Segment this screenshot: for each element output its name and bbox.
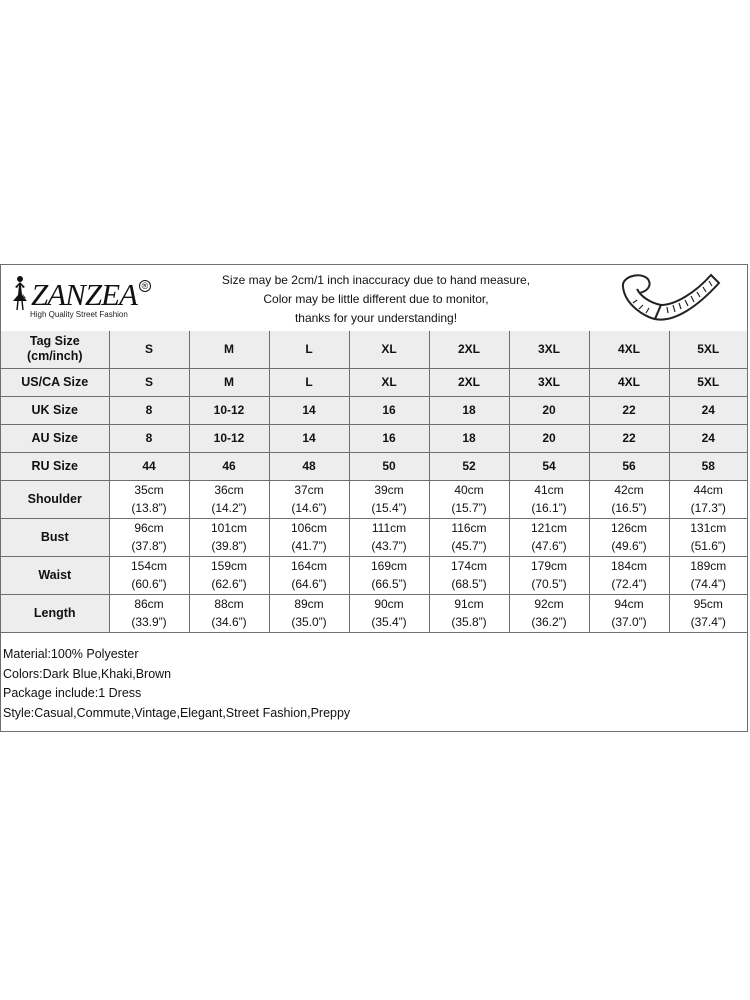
cm-value: 89cm — [294, 597, 324, 611]
brand-tagline: High Quality Street Fashion — [30, 310, 128, 319]
inch-value: (36.2”) — [531, 615, 567, 629]
inch-value: (39.8”) — [211, 539, 247, 553]
cm-value: 39cm — [374, 483, 404, 497]
cm-value: 86cm — [134, 597, 164, 611]
cm-value: 116cm — [451, 521, 487, 535]
inch-value: (70.5”) — [531, 577, 567, 591]
material-text: Material:100% Polyester — [3, 647, 139, 661]
cm-value: 189cm — [690, 559, 727, 573]
table-cell: 50 — [349, 452, 429, 480]
colors-text: Colors:Dark Blue,Khaki,Brown — [3, 666, 172, 681]
inch-value: (13.8”) — [131, 501, 167, 515]
inch-value: (62.6”) — [211, 577, 247, 591]
table-cell — [509, 480, 589, 518]
tag-size-label: Tag Size — [29, 334, 80, 349]
row-label: UK Size — [1, 396, 109, 424]
woman-figure-icon — [9, 275, 31, 311]
cm-value: 184cm — [610, 559, 648, 573]
table-cell — [509, 518, 589, 556]
table-cell — [669, 594, 747, 632]
table-cell: L — [269, 368, 349, 396]
inch-value: (17.3”) — [690, 501, 726, 515]
table-cell: 24 — [669, 424, 747, 452]
table-cell: 44 — [109, 452, 189, 480]
inch-value: (35.4”) — [371, 615, 407, 629]
table-cell — [189, 518, 269, 556]
cm-value: 169cm — [370, 559, 408, 573]
table-cell — [669, 480, 747, 518]
table-row — [1, 396, 747, 424]
measurement-row — [1, 556, 747, 594]
measurement-row — [1, 518, 747, 556]
brand-name: ZANZEA — [31, 277, 137, 312]
inch-value: (47.6”) — [531, 539, 567, 553]
size-column-header: 3XL — [509, 331, 589, 368]
inch-value: (43.7”) — [371, 539, 407, 553]
size-column-header: M — [189, 331, 269, 368]
brand-logo — [9, 273, 169, 325]
table-cell: 54 — [509, 452, 589, 480]
table-cell: 58 — [669, 452, 747, 480]
table-cell: 8 — [109, 396, 189, 424]
table-cell: 16 — [349, 424, 429, 452]
cm-value: 159cm — [210, 559, 248, 573]
inch-value: (35.0”) — [291, 615, 327, 629]
table-cell — [429, 594, 509, 632]
cm-value: 164cm — [290, 559, 328, 573]
row-label: Length — [1, 594, 109, 632]
table-cell — [669, 556, 747, 594]
inch-value: (49.6”) — [611, 539, 647, 553]
table-cell: 8 — [109, 424, 189, 452]
cm-value: 131cm — [690, 521, 727, 535]
table-cell — [109, 480, 189, 518]
table-cell: 20 — [509, 424, 589, 452]
table-cell — [109, 556, 189, 594]
cm-value: 174cm — [450, 559, 488, 573]
table-cell — [349, 518, 429, 556]
table-cell — [589, 480, 669, 518]
inch-value: (74.4”) — [690, 577, 726, 591]
cm-value: 37cm — [294, 483, 324, 497]
measuring-tape-icon — [615, 267, 725, 329]
table-cell: 4XL — [589, 368, 669, 396]
inch-value: (45.7”) — [451, 539, 487, 553]
size-column-header: 5XL — [669, 331, 747, 368]
table-row — [1, 368, 747, 396]
cm-value: 36cm — [214, 483, 244, 497]
table-cell — [429, 556, 509, 594]
cm-value: 95cm — [693, 597, 723, 611]
row-label: US/CA Size — [1, 368, 109, 396]
cm-value: 41cm — [534, 483, 564, 497]
inch-value: (37.0”) — [611, 615, 647, 629]
table-cell: 10-12 — [189, 396, 269, 424]
table-cell — [109, 518, 189, 556]
table-cell — [349, 480, 429, 518]
product-info — [3, 645, 350, 723]
table-cell — [589, 518, 669, 556]
table-cell: 22 — [589, 424, 669, 452]
table-row — [1, 452, 747, 480]
tag-size-header — [1, 331, 109, 368]
measurement-row — [1, 594, 747, 632]
table-cell — [349, 594, 429, 632]
size-column-header: S — [109, 331, 189, 368]
inch-value: (14.2”) — [211, 501, 247, 515]
table-cell — [669, 518, 747, 556]
table-cell — [269, 594, 349, 632]
row-label: Shoulder — [1, 480, 109, 518]
table-cell: 14 — [269, 396, 349, 424]
table-cell — [189, 556, 269, 594]
table-cell: 52 — [429, 452, 509, 480]
cm-value: 96cm — [134, 521, 164, 535]
inch-value: (15.4”) — [371, 501, 407, 515]
inch-value: (16.1”) — [531, 501, 567, 515]
inch-value: (37.8”) — [131, 539, 167, 553]
inch-value: (15.7”) — [451, 501, 487, 515]
table-cell: S — [109, 368, 189, 396]
inch-value: (60.6”) — [131, 577, 167, 591]
cm-value: 35cm — [134, 483, 164, 497]
table-cell: 46 — [189, 452, 269, 480]
table-cell: M — [189, 368, 269, 396]
inch-value: (51.6”) — [690, 539, 726, 553]
table-cell — [429, 518, 509, 556]
table-cell: 5XL — [669, 368, 747, 396]
size-table — [1, 331, 747, 633]
inch-value: (64.6”) — [291, 577, 327, 591]
tag-size-unit: (cm/inch) — [26, 349, 83, 364]
package-text: Package include:1 Dress — [3, 686, 142, 700]
inch-value: (66.5”) — [371, 577, 407, 591]
notice-line: Size may be 2cm/1 inch inaccuracy due to hand measure, — [221, 273, 531, 287]
measurement-notice — [171, 271, 581, 328]
table-cell: 2XL — [429, 368, 509, 396]
inch-value: (33.9”) — [131, 615, 167, 629]
cm-value: 90cm — [374, 597, 404, 611]
inch-value: (34.6”) — [211, 615, 247, 629]
table-cell — [109, 594, 189, 632]
inch-value: (14.6”) — [291, 501, 327, 515]
table-cell: 16 — [349, 396, 429, 424]
cm-value: 88cm — [214, 597, 244, 611]
row-label: Bust — [1, 518, 109, 556]
table-cell: 22 — [589, 396, 669, 424]
inch-value: (37.4”) — [690, 615, 726, 629]
notice-line: Color may be little different due to monitor, — [263, 292, 489, 306]
table-cell — [589, 556, 669, 594]
notice-line: thanks for your understanding! — [294, 311, 458, 325]
table-cell: 10-12 — [189, 424, 269, 452]
table-cell: 3XL — [509, 368, 589, 396]
table-cell — [269, 480, 349, 518]
cm-value: 42cm — [614, 483, 644, 497]
inch-value: (68.5”) — [451, 577, 487, 591]
cm-value: 179cm — [530, 559, 568, 573]
size-column-header: 4XL — [589, 331, 669, 368]
tag-size-row — [1, 331, 747, 368]
size-column-header: 2XL — [429, 331, 509, 368]
table-cell: 18 — [429, 396, 509, 424]
cm-value: 111cm — [371, 521, 407, 535]
table-cell — [349, 556, 429, 594]
size-column-header: XL — [349, 331, 429, 368]
cm-value: 154cm — [130, 559, 168, 573]
table-cell — [589, 594, 669, 632]
registered-mark: ® — [139, 280, 151, 292]
table-cell: 56 — [589, 452, 669, 480]
table-cell: XL — [349, 368, 429, 396]
table-cell: 24 — [669, 396, 747, 424]
table-row — [1, 424, 747, 452]
table-cell — [509, 594, 589, 632]
table-cell — [189, 594, 269, 632]
inch-value: (35.8”) — [451, 615, 487, 629]
inch-value: (72.4”) — [611, 577, 647, 591]
cm-value: 92cm — [534, 597, 564, 611]
row-label: RU Size — [1, 452, 109, 480]
cm-value: 106cm — [290, 521, 328, 535]
table-cell — [269, 518, 349, 556]
table-cell: 48 — [269, 452, 349, 480]
size-column-header: L — [269, 331, 349, 368]
cm-value: 101cm — [210, 521, 248, 535]
cm-value: 126cm — [610, 521, 648, 535]
table-cell: 20 — [509, 396, 589, 424]
row-label: Waist — [1, 556, 109, 594]
size-chart — [0, 264, 748, 732]
cm-value: 40cm — [454, 483, 484, 497]
cm-value: 121cm — [530, 521, 568, 535]
table-cell — [189, 480, 269, 518]
inch-value: (41.7”) — [291, 539, 327, 553]
cm-value: 94cm — [614, 597, 644, 611]
cm-value: 91cm — [454, 597, 484, 611]
measurement-row — [1, 480, 747, 518]
cm-value: 44cm — [693, 483, 723, 497]
inch-value: (16.5”) — [611, 501, 647, 515]
table-cell — [429, 480, 509, 518]
table-cell — [269, 556, 349, 594]
table-cell: 14 — [269, 424, 349, 452]
table-cell: 18 — [429, 424, 509, 452]
table-cell — [509, 556, 589, 594]
row-label: AU Size — [1, 424, 109, 452]
style-text: Style:Casual,Commute,Vintage,Elegant,Street Fashion,Preppy — [3, 705, 351, 720]
size-chart-header — [1, 265, 747, 332]
